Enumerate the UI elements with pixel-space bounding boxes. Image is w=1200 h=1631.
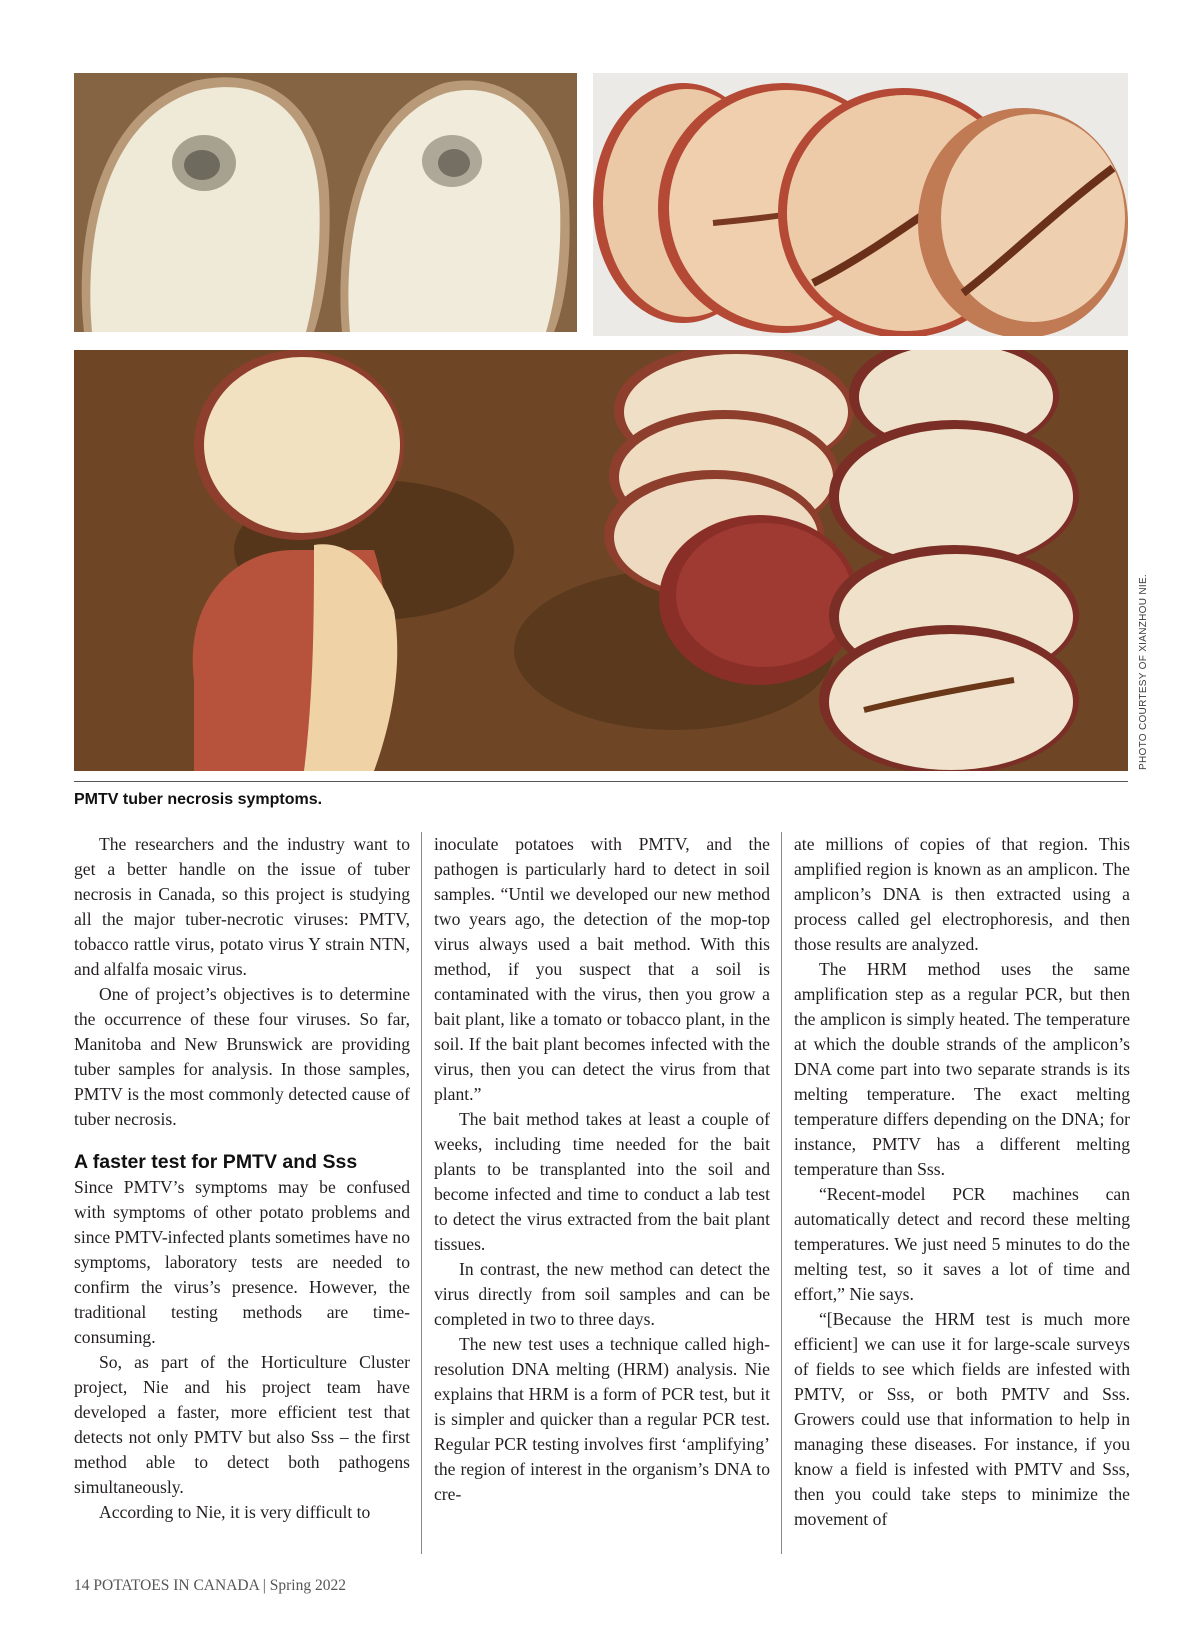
article-column-1	[74, 832, 410, 1554]
paragraph: So, as part of the Horticulture Cluster project, Nie and his project team have developed a faster, more efficient test that detects not only PMTV but also Sss – the first method able to detect both pathogens simultaneously.	[74, 1352, 410, 1497]
paragraph: The bait method takes at least a couple of weeks, including time needed for the bait plants to be transplanted into the soil and become infected and time to conduct a lab test to detect the virus extracted from the bait plant tissues.	[434, 1109, 770, 1254]
article-column-2	[434, 832, 770, 1554]
paragraph: ate millions of copies of that region. This amplified region is known as an amplicon. The amplicon’s DNA is then extracted using a process called gel electrophoresis, and then those results are analyzed.	[794, 834, 1130, 954]
paragraph: “[Because the HRM test is much more efficient] we can use it for large-scale surveys of fields to see which fields are infested with PMTV, or Sss, or both PMTV and Sss. Growers could use that information to help in managing these diseases. For instance, if you know a field is infested with PMTV and Sss, then you could take steps to minimize the movement of	[794, 1309, 1130, 1529]
paragraph: Since PMTV’s symptoms may be confused with symptoms of other potato problems and since PMTV-infected plants sometimes have no symptoms, laboratory tests are needed to confirm the virus’s presence. However, the traditional testing methods are time-consuming.	[74, 1177, 410, 1347]
paragraph: inoculate potatoes with PMTV, and the pathogen is particularly hard to detect in soil samples. “Until we developed our new method two years ago, the detection of the mop-top virus always used a bait method. With this method, if you suspect that a soil is contaminated with the virus, then you grow a bait plant, like a tomato or tobacco plant, in the soil. If the bait plant becomes infected with the virus, then you can detect the virus from that plant.”	[434, 834, 770, 1104]
section-heading: A faster test for PMTV and Sss	[74, 1151, 358, 1173]
paragraph: The researchers and the industry want to get a better handle on the issue of tuber necrosis in Canada, so this project is studying all the major tuber-necrotic viruses: PMTV, tobacco rattle virus, potato virus Y strain NTN, and alfalfa mosaic virus.	[74, 834, 410, 979]
photo-red-potato-slices	[593, 73, 1128, 336]
paragraph: One of project’s objectives is to determine the occurrence of these four viruses. So far, Manitoba and New Brunswick are providing tuber samples for analysis. In those samples, PMTV is the most commonly detected cause of tuber necrosis.	[74, 984, 410, 1129]
photo-credit: PHOTO COURTESY OF XIANZHOU NIE.	[1138, 574, 1149, 770]
article-column-3	[794, 832, 1130, 1554]
page-footer: 14 POTATOES IN CANADA | Spring 2022	[74, 1577, 346, 1594]
paragraph: In contrast, the new method can detect the virus directly from soil samples and can be completed in two to three days.	[434, 1259, 770, 1329]
figure-caption: PMTV tuber necrosis symptoms.	[74, 791, 323, 808]
column-divider	[781, 832, 782, 1554]
paragraph: The HRM method uses the same amplification step as a regular PCR, but then the amplicon is simply heated. The temperature at which the double strands of the amplicon’s DNA come part into two separate strands is its melting temperature. The exact melting temperature differs depending on the DNA; for instance, PMTV has a different melting temperature than Sss.	[794, 959, 1130, 1179]
paragraph: According to Nie, it is very difficult to	[99, 1502, 371, 1522]
caption-rule	[74, 781, 1128, 782]
paragraph: The new test uses a technique called high-resolution DNA melting (HRM) analysis. Nie explains that HRM is a form of PCR test, but it is simpler and quicker than a regular PCR test. Regular PCR testing involves first ‘amplifying’ the region of interest in the organism’s DNA to cre-	[434, 1334, 770, 1504]
photo-halved-potatoes	[74, 73, 577, 332]
column-divider	[421, 832, 422, 1554]
paragraph: “Recent-model PCR machines can automatically detect and record these melting temperatures. We just need 5 minutes to do the melting test, so it saves a lot of time and effort,” Nie says.	[794, 1184, 1130, 1304]
photo-potatoes-on-board	[74, 350, 1128, 771]
